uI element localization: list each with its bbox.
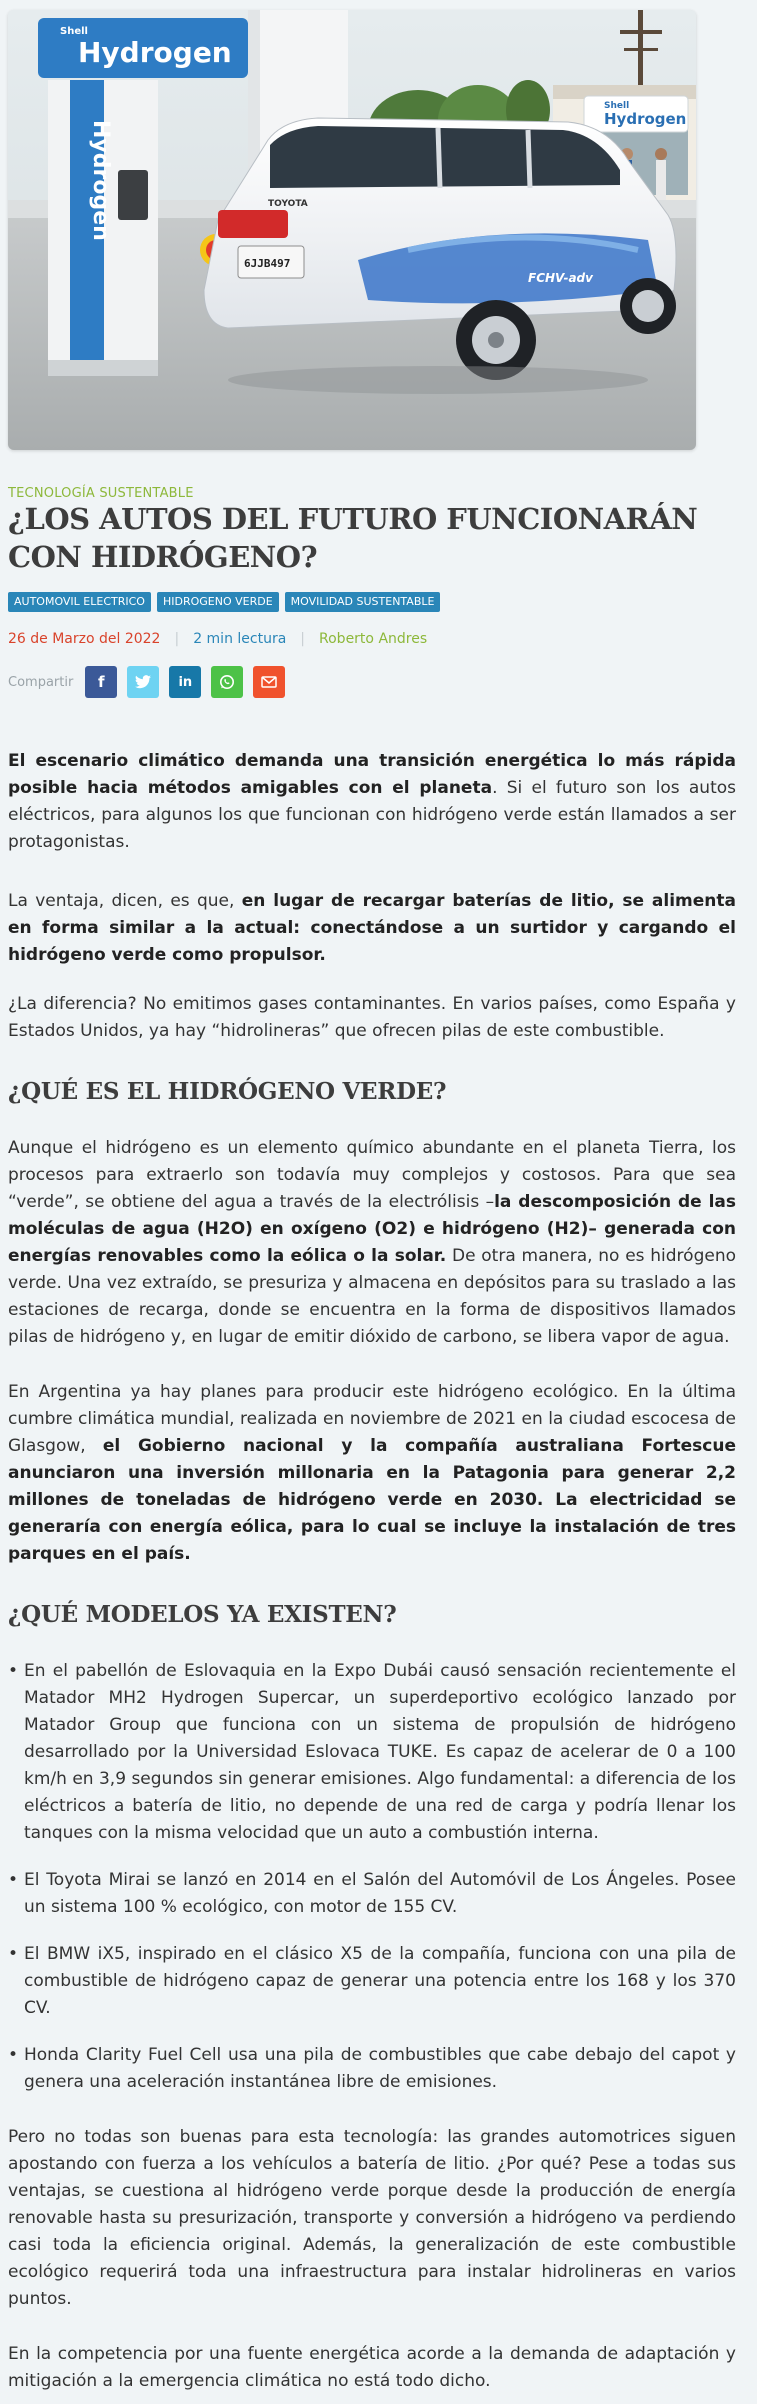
- paragraph: [8, 748, 736, 856]
- share-linkedin-button[interactable]: [169, 666, 201, 698]
- meta-separator: |: [300, 631, 306, 647]
- car-model-decal: FCHV-adv: [528, 271, 593, 285]
- facebook-icon: f: [98, 673, 105, 691]
- paragraph-text: La ventaja, dicen, es que,: [8, 891, 242, 911]
- paragraph: [8, 1135, 736, 1351]
- paragraph-bold: en lugar de recargar baterías de litio, se alimenta en forma similar a la actual: conectándose a un surtidor y cargando el hidrógeno verde como propulsor.: [8, 891, 736, 965]
- paragraph-text: . Si el futuro son los autos eléctricos, para algunos los que funcionan con hidrógeno verde están llamados a ser protagonistas.: [8, 778, 737, 852]
- paragraph-text: Aunque el hidrógeno es un elemento químico abundante en el planeta Tierra, los procesos para extraerlo son todavía muy complejos y costosos. Para que sea “verde”, se obtiene del agua a través de la electrólisis –: [8, 1138, 736, 1212]
- publish-date: 26 de Marzo del 2022: [8, 631, 161, 647]
- article-title: ¿LOS AUTOS DEL FUTURO FUNCIONARÁN CON HIDRÓGENO?: [8, 502, 698, 574]
- section-heading: ¿QUÉ MODELOS YA EXISTEN?: [8, 1601, 397, 1628]
- canopy-brand: Shell: [60, 26, 88, 37]
- twitter-icon: [135, 675, 151, 689]
- share-facebook-button[interactable]: [85, 666, 117, 698]
- article-body: [8, 748, 736, 2395]
- paragraph: Pero no todas son buenas para esta tecnología: las grandes automotrices siguen apostando con fuerza a los vehículos a batería de litio. ¿Por qué? Pese a todas sus ventajas, se cuestiona al hidrógeno verde porque desde la producción de energía renovable hasta su presurización, transporte y conversión a hidrógeno va perdiendo casi toda la eficiencia original. Además, la generalización de este combustible ecológico requerirá toda una infraestructura para instalar hidrolineras en varios puntos.: [8, 2127, 736, 2309]
- meta-separator: |: [174, 631, 180, 647]
- share-whatsapp-button[interactable]: [211, 666, 243, 698]
- list-item: • Honda Clarity Fuel Cell usa una pila de combustibles que cabe debajo del capot y genera una aceleración instantánea libre de emisiones.: [8, 2042, 736, 2096]
- car-badge: TOYOTA: [268, 199, 308, 209]
- pump-label: Hydrogen: [88, 120, 113, 241]
- linkedin-icon: in: [178, 674, 193, 690]
- paragraph-bold: la descomposición de las moléculas de agua (H2O) en oxígeno (O2) e hidrógeno (H2)– generada con energías renovables como la eólica o la solar.: [8, 1192, 736, 1266]
- models-list: [8, 1658, 736, 2096]
- list-item: • El Toyota Mirai se lanzó en 2014 en el Salón del Automóvil de Los Ángeles. Posee un sistema 100 % ecológico, con motor de 155 CV.: [8, 1867, 736, 1921]
- whatsapp-icon: [219, 674, 235, 690]
- paragraph: [8, 888, 736, 969]
- hero-image: [8, 10, 696, 450]
- paragraph: En la competencia por una fuente energética acorde a la demanda de adaptación y mitigación a la emergencia climática no está todo dicho.: [8, 2344, 736, 2391]
- share-twitter-button[interactable]: [127, 666, 159, 698]
- read-time: 2 min lectura: [193, 631, 287, 647]
- paragraph: ¿La diferencia? No emitimos gases contaminantes. En varios países, como España y Estados Unidos, ya hay “hidrolineras” que ofrecen pilas de este combustible.: [8, 994, 736, 1041]
- section-heading: ¿QUÉ ES EL HIDRÓGENO VERDE?: [8, 1078, 447, 1105]
- tag-list: [8, 592, 440, 612]
- list-item: • En el pabellón de Eslovaquia en la Expo Dubái causó sensación recientemente el Matador MH2 Hydrogen Supercar, un superdeportivo ecológico lanzado por Matador Group que funciona con un sistema de propulsión de hidrógeno desarrollado por la Universidad Eslovaca TUKE. Es capaz de acelerar de 0 a 100 km/h en 3,9 segundos sin generar emisiones. Algo fundamental: a diferencia de los eléctricos a batería de litio, no depende de una red de carga y podría llenar los tanques con la misma velocidad que un auto a combustión interna.: [8, 1658, 736, 1847]
- paragraph-bold: El escenario climático demanda una transición energética lo más rápida posible hacia métodos amigables con el planeta: [8, 751, 736, 798]
- share-label: Compartir: [8, 674, 74, 690]
- license-plate: 6JJB497: [244, 257, 291, 270]
- paragraph-text: De otra manera, no es hidrógeno verde. Una vez extraído, se presuriza y almacena en depósitos para su traslado a las estaciones de recarga, donde se encuentra en la forma de dispositivos llamados pilas de hidrógeno y, en lugar de emitir dióxido de carbono, se libera vapor de agua.: [8, 1246, 736, 1347]
- tag-hidrogeno-verde[interactable]: HIDROGENO VERDE: [157, 592, 279, 612]
- article-category[interactable]: TECNOLOGÍA SUSTENTABLE: [8, 486, 194, 501]
- share-bar: [8, 666, 295, 698]
- paragraph-text: En Argentina ya hay planes para producir este hidrógeno ecológico. En la última cumbre climática mundial, realizada en noviembre de 2021 en la ciudad escocesa de Glasgow,: [8, 1382, 736, 1456]
- paragraph: [8, 1379, 736, 1568]
- paragraph-bold: el Gobierno nacional y la compañía australiana Fortescue anunciaron una inversión millonaria en la Patagonia para generar 2,2 millones de toneladas de hidrógeno verde en 2030. La electricidad se generaría con energía eólica, para lo cual se incluye la instalación de tres parques en el país.: [8, 1436, 736, 1564]
- email-icon: [261, 676, 277, 688]
- list-item: • El BMW iX5, inspirado en el clásico X5 de la compañía, funciona con una pila de combustible de hidrógeno capaz de generar una potencia entre los 168 y los 370 CV.: [8, 1941, 736, 2022]
- share-email-button[interactable]: [253, 666, 285, 698]
- article-meta: [8, 631, 427, 647]
- canopy-sign: Hydrogen: [78, 36, 232, 69]
- tag-automovil-electrico[interactable]: AUTOMOVIL ELECTRICO: [8, 592, 151, 612]
- tag-movilidad-sustentable[interactable]: MOVILIDAD SUSTENTABLE: [285, 592, 441, 612]
- author-link[interactable]: Roberto Andres: [319, 631, 428, 647]
- station-sign: Hydrogen: [604, 110, 687, 128]
- station-sign-brand: Shell: [604, 101, 630, 111]
